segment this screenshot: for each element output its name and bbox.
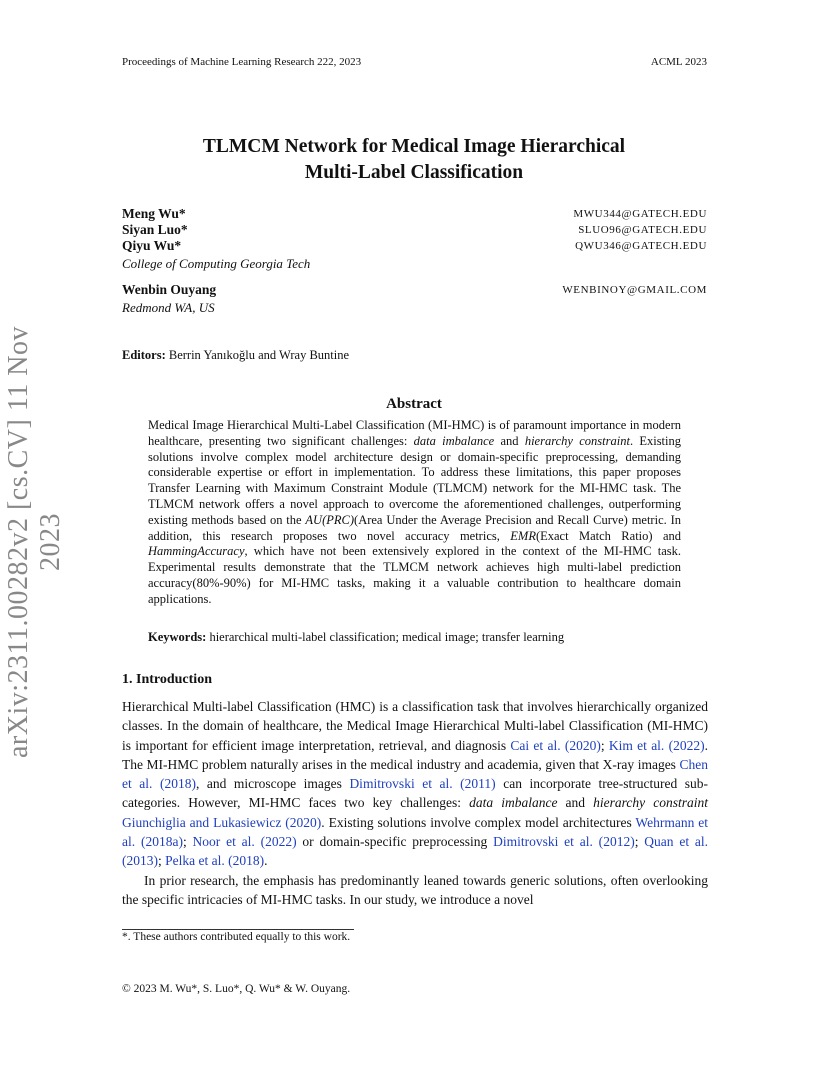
- footnote-rule: [122, 929, 354, 930]
- affiliation: Redmond WA, US: [122, 300, 215, 315]
- intro-paragraph-1: Hierarchical Multi-label Classification (HMC) is a classification task that involves hierarchically organized classes. In the domain of healthcare, the Medical Image Hierarchical Multi-label Classification (MI-HMC) is important for efficient image interpretation, retrieval, and diagnosis Cai et al. (2020); Kim et al. (2022). The MI-HMC problem naturally arises in the medical industry and academia, given that X-ray images Chen et al. (2018), and microscope images Dimitrovski et al. (2011) can incorporate tree-structured sub-categories. However, MI-HMC faces two key challenges: data imbalance and hierarchy constraint Giunchiglia and Lukasiewicz (2020). Existing solutions involve complex model architectures Wehrmann et al. (2018a); Noor et al. (2022) or domain-specific preprocessing Dimitrovski et al. (2012); Quan et al. (2013); Pelka et al. (2018).: [122, 699, 709, 869]
- author-name: Qiyu Wu*: [122, 238, 182, 253]
- keywords-label: Keywords:: [148, 630, 207, 644]
- editors-line: [122, 348, 349, 363]
- citation-link[interactable]: Cai et al. (2020): [510, 737, 601, 753]
- citation-link[interactable]: Quan et al. (2013): [122, 834, 709, 869]
- author-name: Wenbin Ouyang: [122, 282, 217, 297]
- author-email[interactable]: QWU346@GATECH.EDU: [575, 240, 707, 252]
- abstract-body: [148, 418, 681, 608]
- citation-link[interactable]: Giunchiglia and Lukasiewicz (2020): [122, 814, 322, 830]
- section-heading: 1. Introduction: [122, 672, 212, 687]
- author-email[interactable]: WENBINOY@GMAIL.COM: [562, 284, 707, 296]
- copyright-line: © 2023 M. Wu*, S. Luo*, Q. Wu* & W. Ouyang.: [122, 983, 351, 995]
- citation-link[interactable]: Wehrmann et al. (2018a): [122, 814, 708, 850]
- editors-label: Editors:: [122, 348, 166, 362]
- arxiv-stamp[interactable]: arXiv:2311.00282v2 [cs.CV] 11 Nov 2023: [3, 325, 66, 759]
- running-header-right: ACML 2023: [650, 56, 707, 68]
- running-header-left: Proceedings of Machine Learning Research 222, 2023: [122, 56, 362, 68]
- footnote: *. These authors contributed equally to this work.: [122, 931, 351, 943]
- paper-title: [0, 134, 828, 186]
- introduction-body: [122, 697, 708, 909]
- author-name: Meng Wu*: [122, 206, 186, 221]
- author-email[interactable]: SLUO96@GATECH.EDU: [578, 224, 707, 236]
- author-name: Siyan Luo*: [122, 222, 188, 237]
- citation-link[interactable]: Pelka et al. (2018): [165, 853, 265, 869]
- intro-paragraph-2: In prior research, the emphasis has predominantly leaned towards generic solutions, often overlooking the specific intricacies of MI-HMC tasks. In our study, we introduce a novel: [122, 872, 708, 907]
- abstract-paragraph: Medical Image Hierarchical Multi-Label Classification (MI-HMC) is of paramount importance in modern healthcare, presenting two significant challenges: data imbalance and hierarchy constraint. Existing solutions involve complex model architecture design or domain-specific preprocessing, demanding considerable expertise or effort in implementation. To address these limitations, this paper proposes Transfer Learning with Maximum Constraint Module (TLMCM) network for the MI-HMC task. The TLMCM network offers a novel approach to overcome the aforementioned challenges, outperforming existing methods based on the AU(PRC)(Area Under the Average Precision and Recall Curve) metric. In addition, this research proposes two novel accuracy metrics, EMR(Exact Match Ratio) and HammingAccuracy, which have not been extensively explored in the context of the MI-HMC task. Experimental results demonstrate that the TLMCM network achieves high multi-label prediction accuracy(80%-90%) for MI-HMC tasks, making it a valuable contribution to healthcare domain applications.: [148, 418, 682, 606]
- citation-link[interactable]: Kim et al. (2022): [608, 737, 705, 753]
- keywords-line: [148, 630, 708, 645]
- title-line-1: TLMCM Network for Medical Image Hierarchical: [202, 136, 626, 157]
- title-line-2: Multi-Label Classification: [304, 162, 524, 183]
- affiliation: College of Computing Georgia Tech: [122, 256, 311, 271]
- abstract-heading: Abstract: [386, 396, 442, 412]
- author-email[interactable]: MWU344@GATECH.EDU: [573, 208, 707, 220]
- citation-link[interactable]: Chen et al. (2018): [122, 756, 708, 792]
- keywords-text: hierarchical multi-label classification; medical image; transfer learning: [209, 630, 565, 644]
- citation-link[interactable]: Dimitrovski et al. (2012): [493, 834, 635, 850]
- citation-link[interactable]: Noor et al. (2022): [192, 834, 297, 850]
- citation-link[interactable]: Dimitrovski et al. (2011): [349, 776, 496, 792]
- editors-names: Berrin Yanıkoğlu and Wray Buntine: [168, 348, 350, 362]
